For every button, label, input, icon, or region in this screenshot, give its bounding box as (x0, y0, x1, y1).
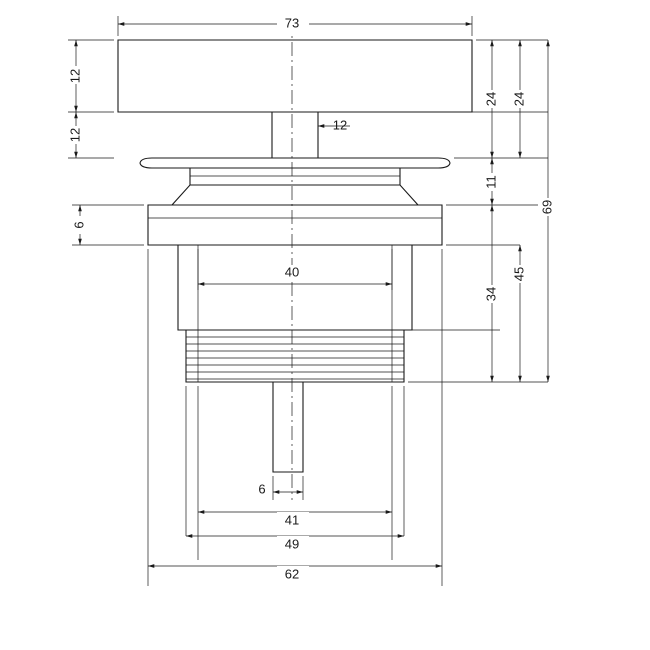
dimension-value-73: 73 (284, 15, 300, 31)
dimension-flange-diameter (148, 566, 442, 583)
dimension-cap-height (66, 40, 86, 112)
seal-cone (172, 168, 418, 205)
dimension-top-cap-width (118, 15, 472, 32)
dimension-inner-diameter (198, 512, 392, 529)
part-geometry (118, 18, 472, 500)
dimension-value-69: 69 (539, 199, 555, 215)
dimension-body-bore (198, 264, 392, 284)
dimension-value-62: 62 (284, 566, 300, 582)
dimension-value-24-outer: 24 (511, 91, 527, 107)
dimension-value-24-inner: 24 (483, 91, 499, 107)
dimension-value-12-stem: 12 (332, 117, 348, 133)
dimension-pin-width (258, 481, 303, 496)
threaded-section (186, 330, 404, 382)
dimension-value-41: 41 (284, 512, 300, 528)
dimension-value-11: 11 (483, 175, 499, 189)
dimension-annotations (66, 15, 558, 583)
lower-pin (273, 382, 303, 472)
extension-lines (68, 16, 548, 586)
dimension-body-height (510, 245, 530, 382)
dimension-value-49: 49 (284, 536, 300, 552)
dimension-seal-height (482, 158, 502, 205)
dimension-value-34: 34 (483, 286, 499, 302)
dimension-thread-diameter (186, 536, 404, 553)
dimension-value-12-cap: 12 (67, 68, 83, 84)
dimension-value-6-flange: 6 (71, 221, 87, 229)
dimension-overall-height (538, 40, 558, 382)
dimension-stem-width (318, 117, 350, 132)
push-stem (272, 112, 318, 158)
dimension-overall-upper (510, 40, 530, 158)
dimension-value-12-gap: 12 (67, 127, 83, 143)
dimension-value-6-pin: 6 (258, 481, 266, 497)
dimension-flange-thickness (70, 205, 90, 245)
dimension-flange-to-cap (482, 40, 502, 158)
dimension-value-40: 40 (284, 264, 300, 280)
flange (148, 205, 442, 245)
dimension-value-45: 45 (511, 266, 527, 282)
dimension-stem-gap-height (66, 112, 86, 158)
top-cap (118, 40, 472, 112)
cover-washer (140, 158, 450, 168)
body-barrel (178, 245, 412, 330)
dimension-thread-length (482, 205, 502, 382)
